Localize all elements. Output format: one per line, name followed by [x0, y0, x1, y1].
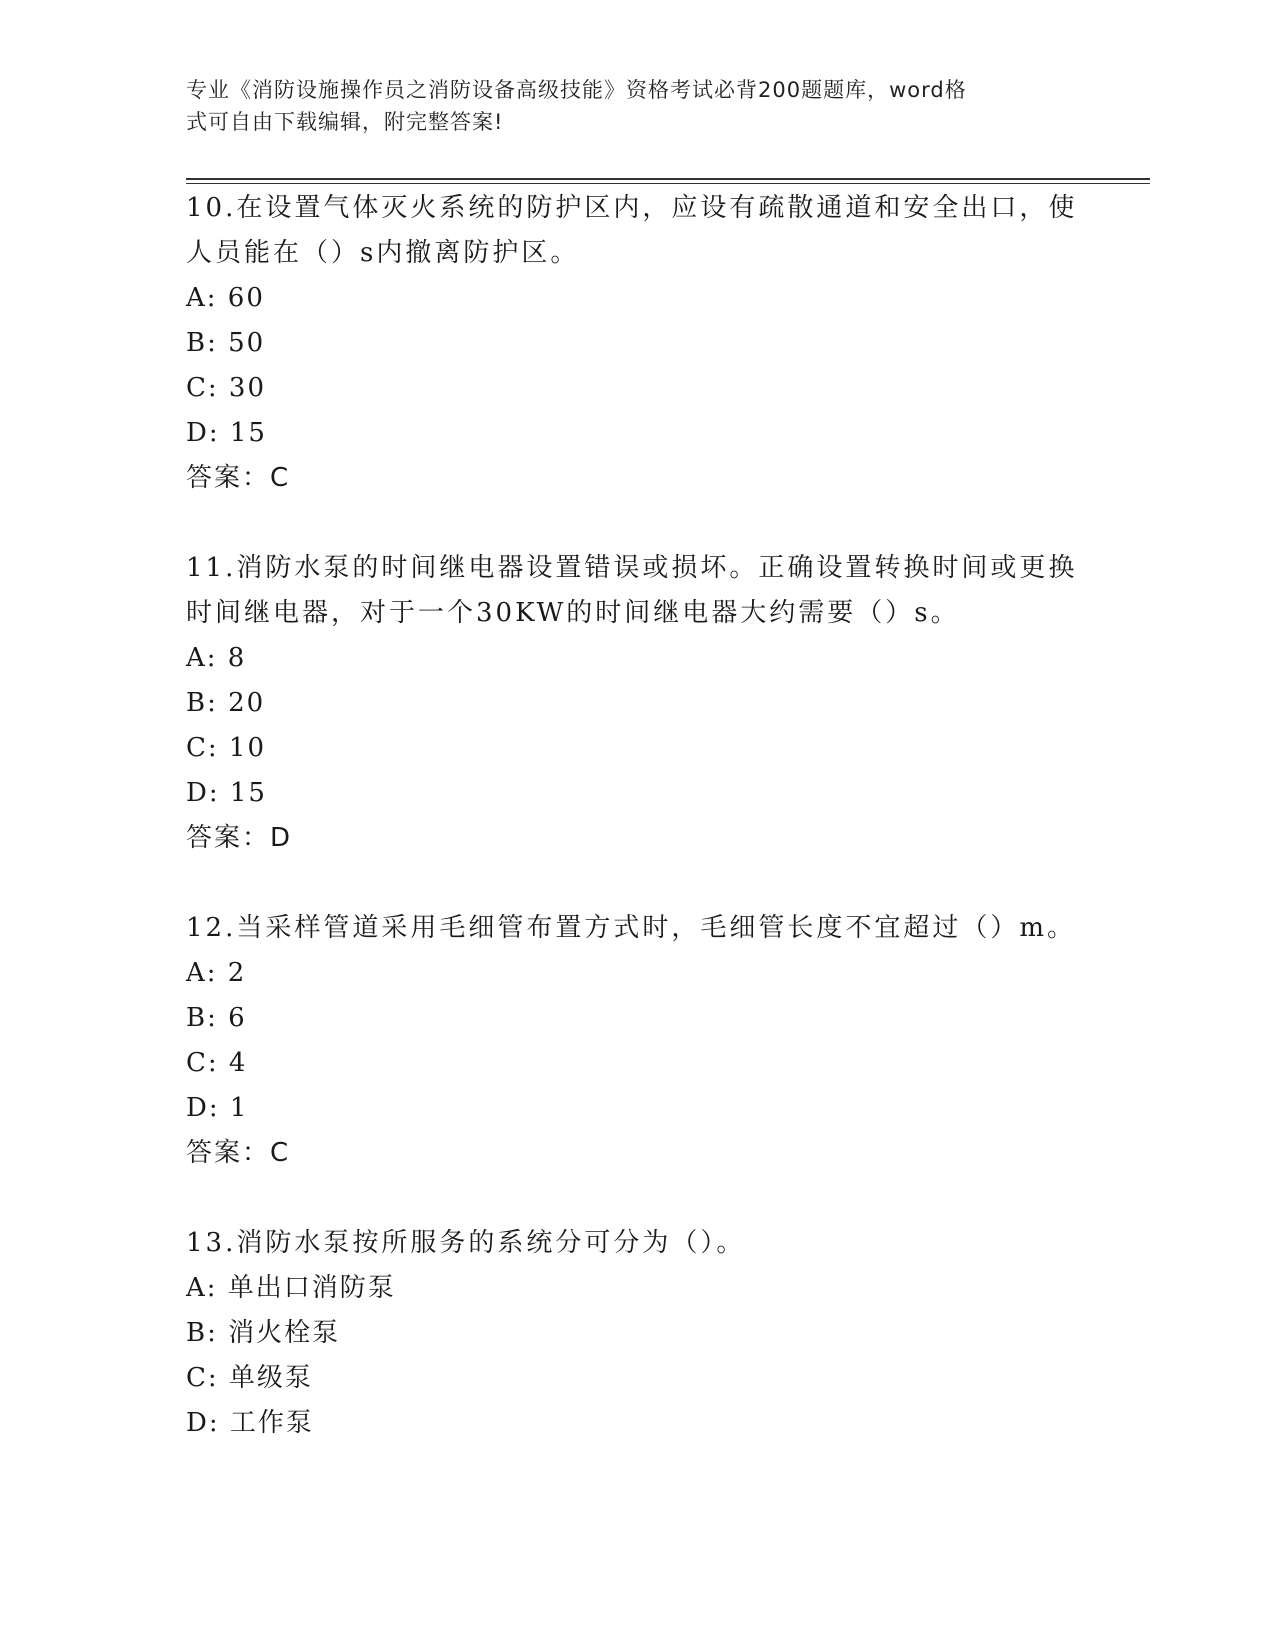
option-a: A: 2	[186, 958, 247, 988]
question-stem-line-1: 13.消防水泵按所服务的系统分可分为（）。	[186, 1228, 746, 1258]
option-d: D: 15	[186, 778, 267, 808]
question-stem	[186, 906, 1086, 951]
option-b: B: 50	[186, 328, 266, 358]
option-d: D: 15	[186, 418, 267, 448]
option-c: C: 4	[186, 1048, 248, 1078]
option-b: B: 消火栓泵	[186, 1318, 341, 1348]
answer: 答案：C	[186, 1138, 291, 1168]
option-c: C: 10	[186, 733, 267, 763]
question-10	[186, 186, 1086, 501]
header-divider-thick	[186, 178, 1150, 180]
question-stem-line-2: 时间继电器，对于一个30KW的时间继电器大约需要（）s。	[186, 598, 960, 628]
option-d: D: 工作泵	[186, 1408, 314, 1438]
question-stem	[186, 186, 1086, 276]
answer: 答案：D	[186, 823, 293, 853]
option-a: A: 60	[186, 283, 265, 313]
option-d: D: 1	[186, 1093, 249, 1123]
question-12	[186, 906, 1086, 1176]
option-a: A: 8	[186, 643, 247, 673]
header-divider-thin	[186, 183, 1150, 184]
answer: 答案：C	[186, 463, 291, 493]
question-stem	[186, 546, 1086, 636]
header-line-1: 专业《消防设施操作员之消防设备高级技能》资格考试必背200题题库，word格	[186, 78, 967, 102]
question-stem-line-1: 10.在设置气体灭火系统的防护区内，应设有疏散通道和安全出口，使	[186, 193, 1078, 223]
question-13	[186, 1221, 1086, 1446]
document-header	[186, 74, 1066, 138]
question-stem-line-1: 11.消防水泵的时间继电器设置错误或损坏。正确设置转换时间或更换	[186, 553, 1078, 583]
question-stem-line-1: 12.当采样管道采用毛细管布置方式时，毛细管长度不宜超过（）m。	[186, 913, 1077, 943]
option-b: B: 6	[186, 1003, 247, 1033]
question-11	[186, 546, 1086, 861]
header-line-2: 式可自由下载编辑，附完整答案!	[186, 110, 504, 134]
option-a: A: 单出口消防泵	[186, 1273, 396, 1303]
option-c: C: 单级泵	[186, 1363, 313, 1393]
question-stem	[186, 1221, 1086, 1266]
question-stem-line-2: 人员能在（）s内撤离防护区。	[186, 238, 580, 268]
option-c: C: 30	[186, 373, 267, 403]
option-b: B: 20	[186, 688, 266, 718]
